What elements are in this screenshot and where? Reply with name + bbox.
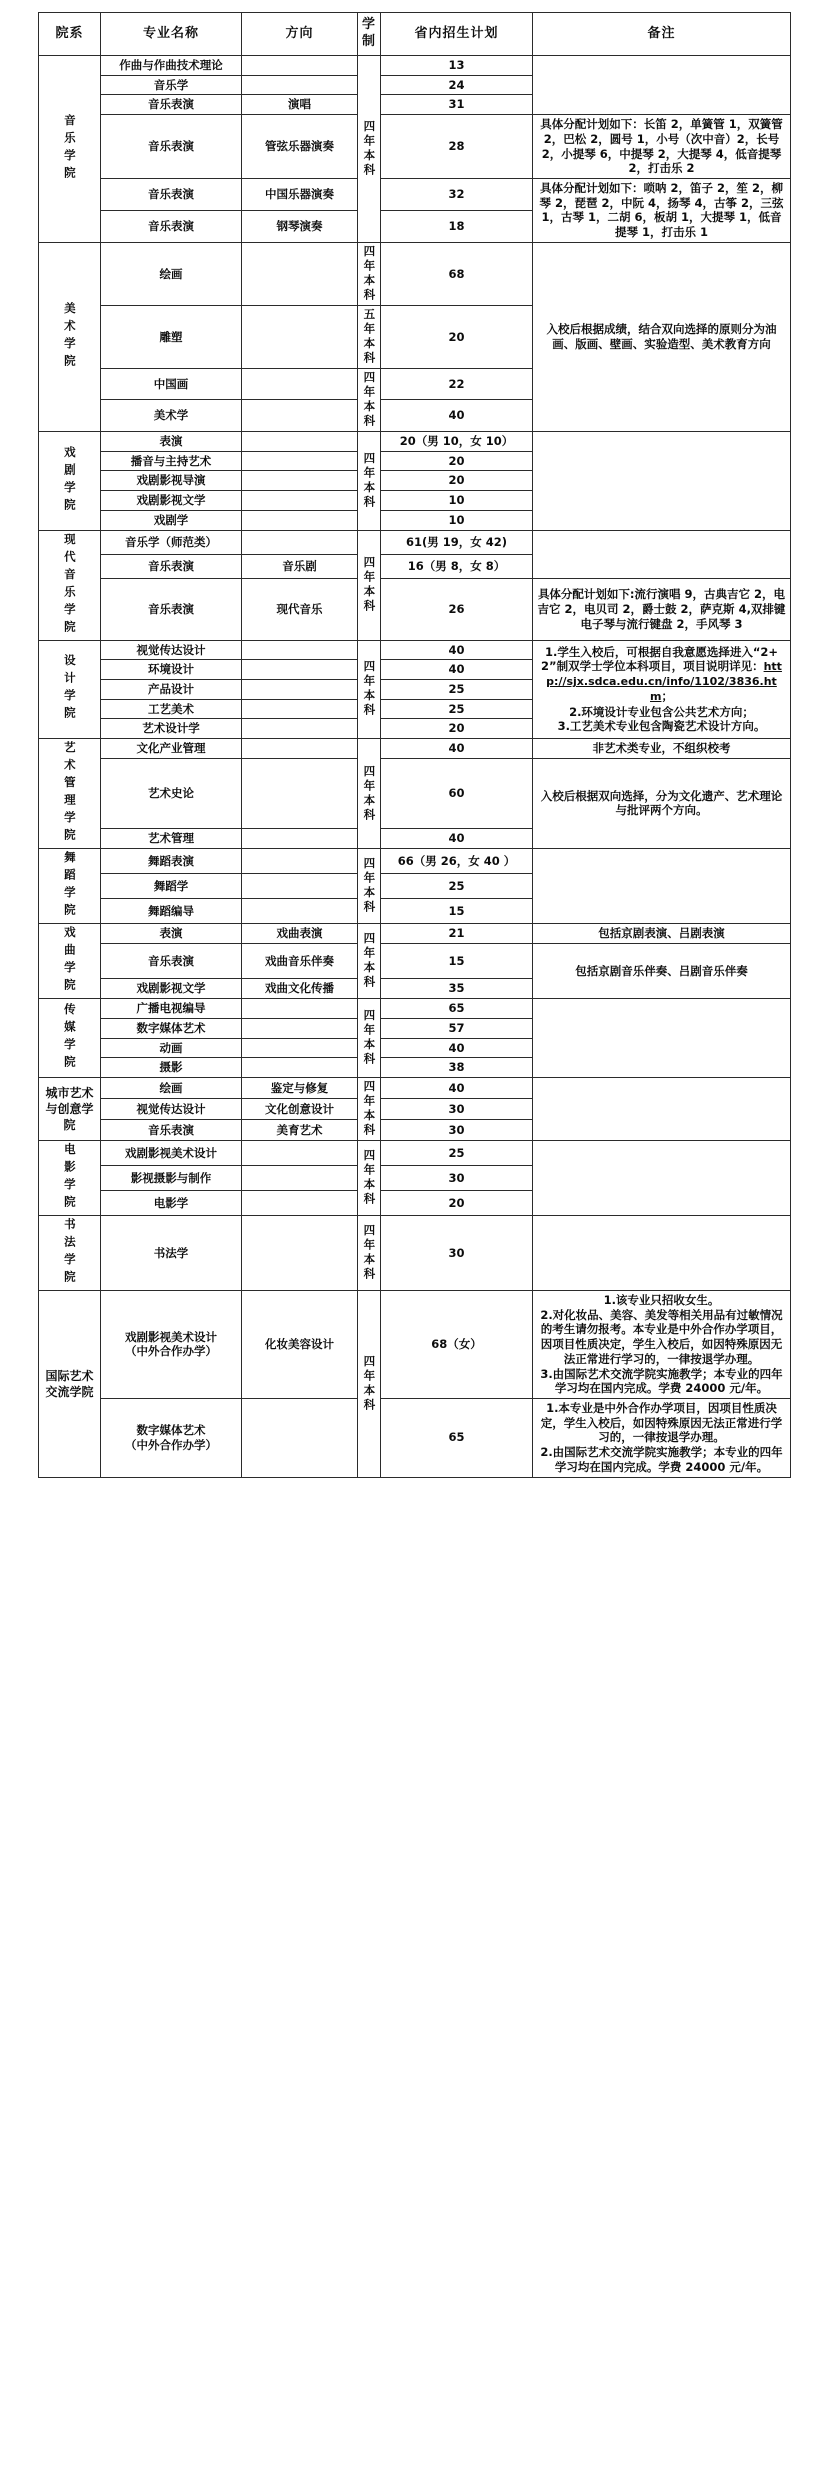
quota-cell: 13 [381,56,533,76]
table-row [39,1077,791,1098]
direction-cell [242,1215,358,1290]
direction-cell: 美育艺术 [242,1119,358,1140]
quota-cell: 20 [381,1190,533,1215]
quota-cell: 25 [381,874,533,899]
direction-cell [242,719,358,739]
table-row [39,1215,791,1290]
direction-cell [242,1058,358,1078]
dept-cell: 国际艺术交流学院 [39,1290,101,1477]
years-cell: 五年本科 [358,305,381,368]
direction-cell: 钢琴演奏 [242,210,358,242]
direction-cell [242,660,358,680]
quota-cell: 61(男 19，女 42) [381,530,533,554]
major-cell: 工艺美术 [101,699,242,719]
quota-cell: 25 [381,699,533,719]
major-cell: 产品设计 [101,679,242,699]
direction-cell: 戏曲表演 [242,924,358,944]
direction-cell [242,451,358,471]
table-row [39,56,791,76]
major-cell: 文化产业管理 [101,739,242,759]
dept-cell: 城市艺术与创意学院 [39,1077,101,1140]
quota-cell: 68（女） [381,1290,533,1398]
major-cell: 舞蹈学 [101,874,242,899]
table-row [39,431,791,451]
years-cell: 四年本科 [358,924,381,999]
quota-cell: 65 [381,999,533,1019]
major-cell: 数字媒体艺术 [101,1018,242,1038]
major-cell: 动画 [101,1038,242,1058]
direction-cell [242,758,358,829]
major-cell: 舞蹈编导 [101,899,242,924]
direction-cell [242,1165,358,1190]
table-row [39,1290,791,1398]
table-row [39,739,791,759]
major-cell: 音乐表演 [101,95,242,115]
years-cell: 四年本科 [358,56,381,243]
project-info-link[interactable]: http://sjx.sdca.edu.cn/info/1102/3836.htm [546,660,782,704]
quota-cell: 10 [381,510,533,530]
years-cell: 四年本科 [358,530,381,640]
quota-cell: 20 [381,305,533,368]
quota-cell: 20（男 10，女 10） [381,431,533,451]
table-row [39,579,791,640]
direction-cell [242,739,358,759]
direction-cell [242,899,358,924]
direction-cell [242,829,358,849]
direction-cell: 戏曲文化传播 [242,979,358,999]
direction-cell [242,1190,358,1215]
years-cell: 四年本科 [358,1140,381,1215]
direction-cell [242,679,358,699]
major-cell: 绘画 [101,242,242,305]
quota-cell: 65 [381,1399,533,1478]
major-cell: 美术学 [101,400,242,432]
quota-cell: 30 [381,1119,533,1140]
table-row [39,242,791,305]
major-cell: 音乐学 [101,75,242,95]
major-cell: 音乐表演 [101,210,242,242]
years-cell: 四年本科 [358,640,381,739]
direction-cell: 戏曲音乐伴奏 [242,943,358,979]
major-cell: 作曲与作曲技术理论 [101,56,242,76]
major-cell: 音乐表演 [101,554,242,578]
direction-cell [242,530,358,554]
direction-cell [242,56,358,76]
table-row [39,999,791,1019]
quota-cell: 66（男 26，女 40 ） [381,849,533,874]
quota-cell: 30 [381,1098,533,1119]
quota-cell: 25 [381,679,533,699]
note-cell [533,999,791,1078]
dept-cell: 书法学院 [39,1215,101,1290]
table-row [39,1140,791,1165]
quota-cell: 30 [381,1165,533,1190]
major-cell: 中国画 [101,368,242,400]
note-cell: 1.学生入校后，可根据自我意愿选择进入“2+2”制双学士学位本科项目，项目说明详见：http://sjx.sdca.edu.cn/info/1102/3836.htm； 2.环境设计专业包含公共艺术方向； 3.工艺美术专业包含陶瓷艺术设计方向。 [533,640,791,739]
direction-cell [242,471,358,491]
admissions-plan-table [38,12,791,1478]
col-header-direction: 方向 [242,13,358,56]
years-cell: 四年本科 [358,368,381,431]
table-body [39,56,791,1478]
note-cell [533,1140,791,1215]
major-cell: 艺术管理 [101,829,242,849]
note-cell [533,1215,791,1290]
major-cell: 书法学 [101,1215,242,1290]
quota-cell: 30 [381,1215,533,1290]
quota-cell: 40 [381,829,533,849]
major-cell: 音乐表演 [101,115,242,179]
quota-cell: 24 [381,75,533,95]
quota-cell: 31 [381,95,533,115]
quota-cell: 38 [381,1058,533,1078]
quota-cell: 40 [381,640,533,660]
major-cell: 艺术设计学 [101,719,242,739]
table-header [39,13,791,56]
major-cell: 音乐表演 [101,179,242,211]
table-row [39,943,791,979]
note-cell: 具体分配计划如下：唢呐 2，笛子 2，笙 2，柳琴 2，琵琶 2，中阮 4，扬琴 4，古筝 2，三弦 1，古琴 1，二胡 6，板胡 1，大提琴 1，低音提琴 1，打击乐 1 [533,179,791,243]
direction-cell [242,242,358,305]
col-header-years: 学制 [358,13,381,56]
quota-cell: 16（男 8，女 8） [381,554,533,578]
quota-cell: 20 [381,719,533,739]
quota-cell: 22 [381,368,533,400]
major-cell: 电影学 [101,1190,242,1215]
major-cell: 视觉传达设计 [101,640,242,660]
direction-cell [242,431,358,451]
quota-cell: 40 [381,660,533,680]
major-cell: 戏剧影视美术设计 （中外合作办学） [101,1290,242,1398]
quota-cell: 15 [381,899,533,924]
dept-cell: 设计学院 [39,640,101,739]
note-cell [533,849,791,924]
major-cell: 戏剧影视文学 [101,979,242,999]
quota-cell: 20 [381,471,533,491]
direction-cell [242,75,358,95]
note-cell: 非艺术类专业，不组织校考 [533,739,791,759]
quota-cell: 26 [381,579,533,640]
note-cell: 包括京剧表演、吕剧表演 [533,924,791,944]
major-cell: 音乐表演 [101,943,242,979]
direction-cell: 鉴定与修复 [242,1077,358,1098]
dept-cell: 戏剧学院 [39,431,101,530]
quota-cell: 60 [381,758,533,829]
direction-cell [242,510,358,530]
direction-cell: 音乐剧 [242,554,358,578]
dept-cell: 美术学院 [39,242,101,431]
quota-cell: 35 [381,979,533,999]
note-cell [533,431,791,530]
dept-cell: 舞蹈学院 [39,849,101,924]
dept-cell: 音乐学院 [39,56,101,243]
col-header-dept: 院系 [39,13,101,56]
note-cell: 1.本专业是中外合作办学项目，因项目性质决定，学生入校后，如因特殊原因无法正常进行学习的，一律按退学办理。 2.由国际艺术交流学院实施教学；本专业的四年学习均在国内完成。学费 24000 元/年。 [533,1399,791,1478]
table-row [39,530,791,554]
direction-cell [242,1399,358,1478]
direction-cell [242,849,358,874]
direction-cell: 化妆美容设计 [242,1290,358,1398]
quota-cell: 15 [381,943,533,979]
note-cell: 入校后根据成绩，结合双向选择的原则分为油画、版画、壁画、实验造型、美术教育方向 [533,242,791,431]
years-cell: 四年本科 [358,999,381,1078]
years-cell: 四年本科 [358,431,381,530]
note-cell [533,1077,791,1140]
dept-cell: 传媒学院 [39,999,101,1078]
quota-cell: 40 [381,739,533,759]
direction-cell [242,1018,358,1038]
quota-cell: 32 [381,179,533,211]
major-cell: 数字媒体艺术 （中外合作办学） [101,1399,242,1478]
years-cell: 四年本科 [358,739,381,849]
major-cell: 摄影 [101,1058,242,1078]
note-cell: 入校后根据双向选择，分为文化遗产、艺术理论与批评两个方向。 [533,758,791,848]
quota-cell: 40 [381,1077,533,1098]
quota-cell: 10 [381,491,533,511]
direction-cell [242,305,358,368]
table-row [39,640,791,660]
note-cell: 具体分配计划如下:流行演唱 9，古典吉它 2，电吉它 2，电贝司 2，爵士鼓 2，萨克斯 4,双排键电子琴与流行键盘 2，手风琴 3 [533,579,791,640]
table-row [39,115,791,179]
direction-cell [242,1038,358,1058]
dept-cell: 现代音乐学院 [39,530,101,640]
quota-cell: 21 [381,924,533,944]
years-cell: 四年本科 [358,849,381,924]
quota-cell: 28 [381,115,533,179]
direction-cell: 中国乐器演奏 [242,179,358,211]
direction-cell: 现代音乐 [242,579,358,640]
quota-cell: 25 [381,1140,533,1165]
table-row [39,758,791,829]
quota-cell: 40 [381,400,533,432]
years-cell: 四年本科 [358,1215,381,1290]
note-cell: 1.该专业只招收女生。 2.对化妆品、美容、美发等相关用品有过敏情况的考生请勿报考。本专业是中外合作办学项目，因项目性质决定，学生入校后，如因特殊原因无法正常进行学习的，一律按退学办理。 3.由国际艺术交流学院实施教学；本专业的四年学习均在国内完成。学费 24000 元/年。 [533,1290,791,1398]
years-cell: 四年本科 [358,242,381,305]
quota-cell: 68 [381,242,533,305]
dept-cell: 艺术管理学院 [39,739,101,849]
direction-cell [242,491,358,511]
major-cell: 雕塑 [101,305,242,368]
table-row [39,924,791,944]
direction-cell: 管弦乐器演奏 [242,115,358,179]
note-cell: 具体分配计划如下：长笛 2，单簧管 1，双簧管 2，巴松 2，圆号 1，小号（次中音）2，长号 2，小提琴 6，中提琴 2，大提琴 4，低音提琴 2，打击乐 2 [533,115,791,179]
direction-cell [242,400,358,432]
dept-cell: 电影学院 [39,1140,101,1215]
major-cell: 艺术史论 [101,758,242,829]
col-header-quota: 省内招生计划 [381,13,533,56]
major-cell: 舞蹈表演 [101,849,242,874]
major-cell: 视觉传达设计 [101,1098,242,1119]
major-cell: 音乐表演 [101,579,242,640]
table-row [39,1399,791,1478]
direction-cell: 演唱 [242,95,358,115]
quota-cell: 20 [381,451,533,471]
direction-cell [242,640,358,660]
major-cell: 戏剧影视导演 [101,471,242,491]
direction-cell [242,999,358,1019]
major-cell: 音乐表演 [101,1119,242,1140]
years-cell: 四年本科 [358,1290,381,1477]
direction-cell [242,368,358,400]
note-cell [533,530,791,579]
major-cell: 播音与主持艺术 [101,451,242,471]
table-row [39,179,791,211]
header-row [39,13,791,56]
years-cell: 四年本科 [358,1077,381,1140]
major-cell: 绘画 [101,1077,242,1098]
direction-cell [242,1140,358,1165]
quota-cell: 18 [381,210,533,242]
direction-cell [242,874,358,899]
major-cell: 戏剧影视文学 [101,491,242,511]
note-cell: 包括京剧音乐伴奏、吕剧音乐伴奏 [533,943,791,998]
major-cell: 影视摄影与制作 [101,1165,242,1190]
direction-cell [242,699,358,719]
major-cell: 表演 [101,924,242,944]
dept-cell: 戏曲学院 [39,924,101,999]
major-cell: 环境设计 [101,660,242,680]
major-cell: 戏剧学 [101,510,242,530]
col-header-major: 专业名称 [101,13,242,56]
quota-cell: 40 [381,1038,533,1058]
major-cell: 戏剧影视美术设计 [101,1140,242,1165]
quota-cell: 57 [381,1018,533,1038]
table-row [39,849,791,874]
direction-cell: 文化创意设计 [242,1098,358,1119]
note-cell [533,56,791,115]
major-cell: 广播电视编导 [101,999,242,1019]
col-header-note: 备注 [533,13,791,56]
major-cell: 音乐学（师范类） [101,530,242,554]
major-cell: 表演 [101,431,242,451]
